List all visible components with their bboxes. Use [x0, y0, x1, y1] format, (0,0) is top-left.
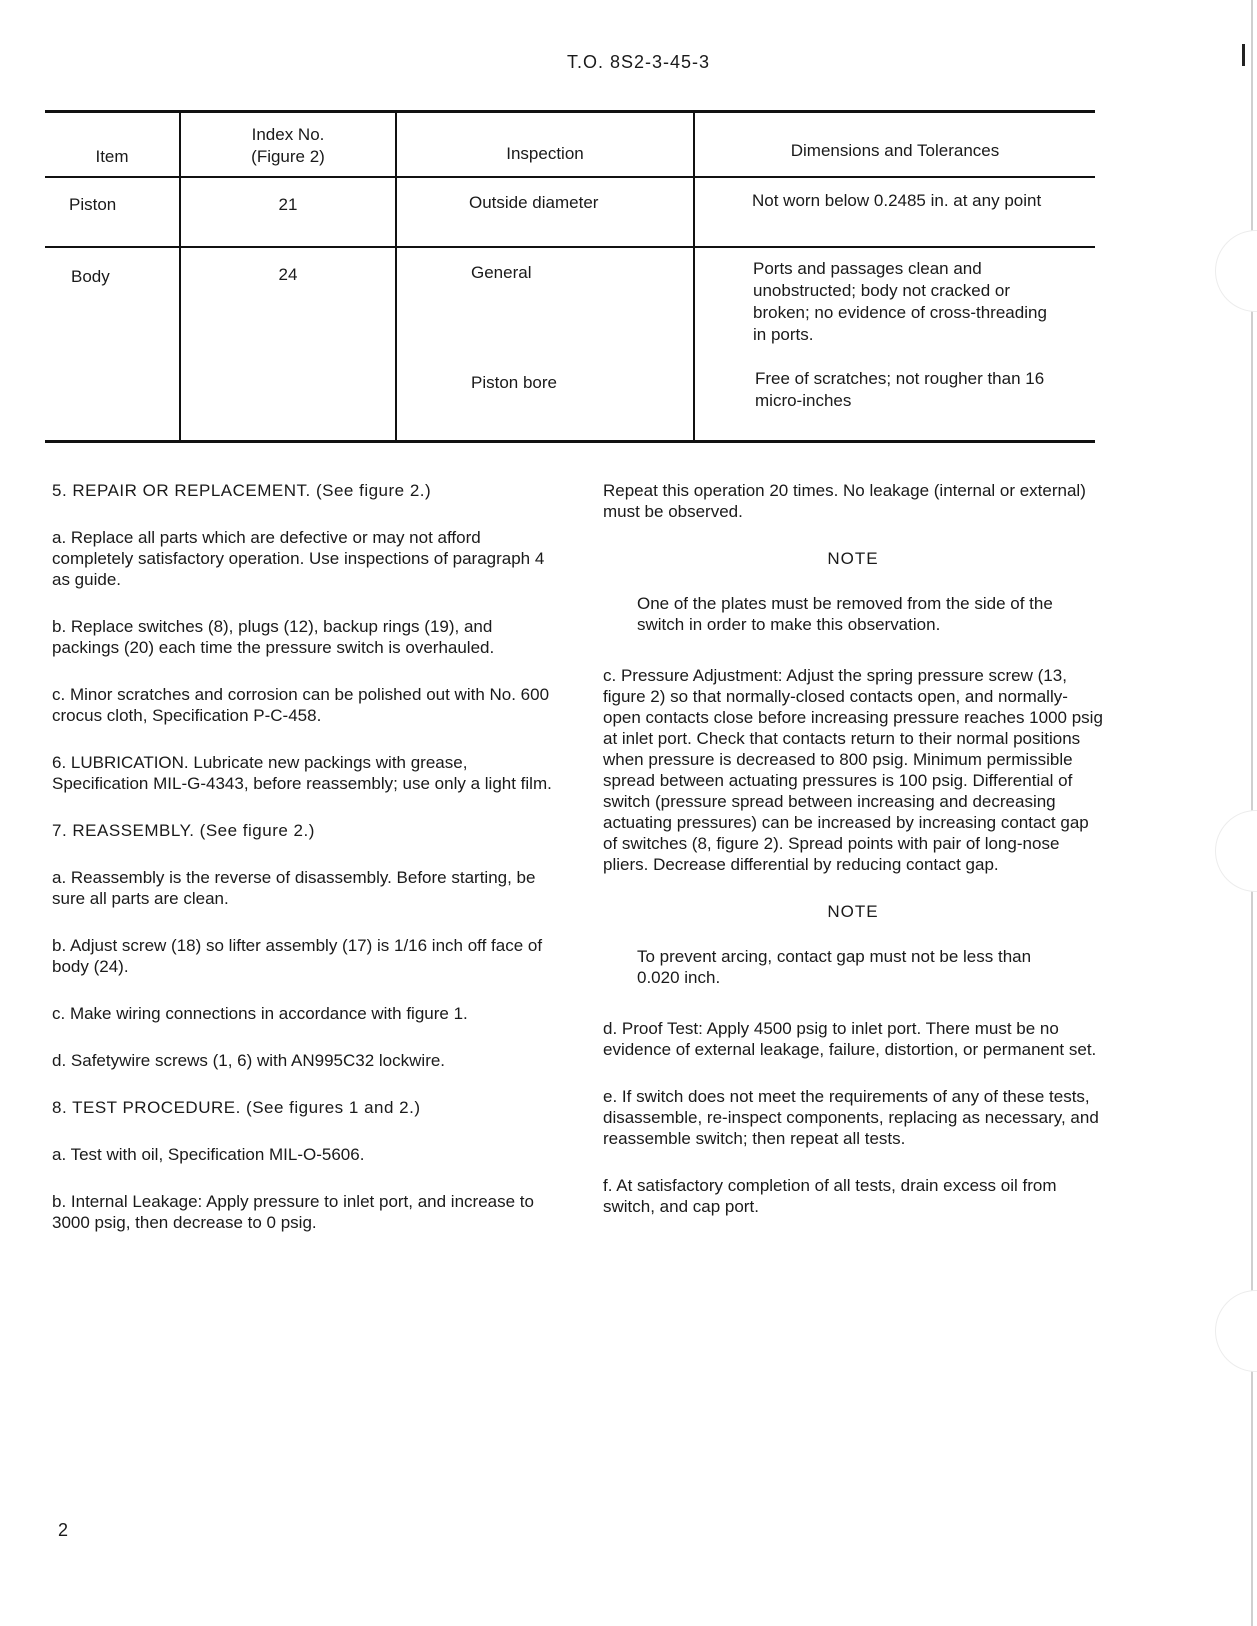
document-id: T.O. 8S2-3-45-3 — [566, 52, 711, 72]
section-8-c: c. Pressure Adjustment: Adjust the spring pressure screw (13, figure 2) so that normally-closed contacts open, and normally-open contacts close before increasing pressure reaches 1000 psig at inlet port. Check that contacts return to their normal positions when pressure is decreased to 800 psig. Minimum permissible spread between actuating pressures is 100 psig. Differential of switch (pressure spread between increasing and decreasing actuating pressures) can be increased by increasing contact gap of switches (8, figure 2). Spread points with pair of long-nose pliers. Decrease differential by reducing contact gap. — [603, 666, 1103, 874]
section-8-e: e. If switch does not meet the requirements of any of these tests, disassemble, re-inspect components, replacing as necessary, and reassemble switch; then repeat all tests. — [603, 1087, 1099, 1148]
section-7-a: a. Reassembly is the reverse of disassembly. Before starting, be sure all parts are clean. — [52, 868, 536, 908]
section-7-heading: 7. REASSEMBLY. (See figure 2.) — [52, 821, 315, 840]
section-8-heading: 8. TEST PROCEDURE. (See figures 1 and 2.) — [52, 1098, 421, 1117]
section-5-heading: 5. REPAIR OR REPLACEMENT. (See figure 2.) — [52, 481, 432, 500]
page-number: 2 — [58, 1520, 69, 1540]
punch-hole-top — [1215, 230, 1257, 312]
section-8-b: b. Internal Leakage: Apply pressure to inlet port, and increase to 3000 psig, then decrease to 0 psig. — [52, 1192, 534, 1232]
punch-hole-bottom — [1215, 1290, 1257, 1372]
row2-index: 24 — [278, 265, 298, 284]
note-2-title: NOTE — [827, 902, 879, 921]
punch-hole-middle — [1215, 810, 1257, 892]
note-1-body: One of the plates must be removed from the side of the switch in order to make this observation. — [637, 594, 1053, 634]
table-row-rule — [45, 246, 1095, 248]
section-5-b: b. Replace switches (8), plugs (12), backup rings (19), and packings (20) each time the pressure switch is overhauled. — [52, 617, 495, 657]
row1-item: Piston — [69, 195, 117, 214]
column-header-index — [181, 124, 395, 168]
right-column — [603, 480, 1103, 1243]
column-header-inspection: Inspection — [506, 144, 584, 163]
section-8-b-continued: Repeat this operation 20 times. No leakage (internal or external) must be observed. — [603, 481, 1086, 521]
column-header-tolerances: Dimensions and Tolerances — [790, 141, 1000, 160]
section-5-c: c. Minor scratches and corrosion can be polished out with No. 600 crocus cloth, Specification P-C-458. — [52, 685, 550, 725]
note-2-body: To prevent arcing, contact gap must not be less than 0.020 inch. — [637, 947, 1032, 987]
row2-item: Body — [71, 267, 110, 286]
column-header-item: Item — [95, 147, 129, 166]
section-6: 6. LUBRICATION. Lubricate new packings with grease, Specification MIL-G-4343, before reassembly; use only a light film. — [52, 753, 552, 793]
section-8-f: f. At satisfactory completion of all tests, drain excess oil from switch, and cap port. — [603, 1176, 1057, 1216]
row3-tolerance: Free of scratches; not rougher than 16 micro-inches — [755, 369, 1045, 410]
column-header-index-line2: (Figure 2) — [251, 147, 325, 166]
note-1-title: NOTE — [827, 549, 879, 568]
left-column — [52, 480, 552, 1259]
table-top-rule — [45, 110, 1095, 113]
section-8-a: a. Test with oil, Specification MIL-O-5606. — [52, 1145, 365, 1164]
section-7-c: c. Make wiring connections in accordance with figure 1. — [52, 1004, 468, 1023]
row1-inspection: Outside diameter — [469, 193, 599, 212]
column-header-index-line1: Index No. — [251, 125, 325, 144]
row2-inspection: General — [471, 263, 532, 282]
section-8-d: d. Proof Test: Apply 4500 psig to inlet port. There must be no evidence of external leakage, failure, distortion, or permanent set. — [603, 1019, 1097, 1059]
row3-inspection: Piston bore — [471, 373, 557, 392]
section-7-b: b. Adjust screw (18) so lifter assembly (17) is 1/16 inch off face of body (24). — [52, 936, 543, 976]
table-header-rule — [45, 176, 1095, 178]
row1-tolerance: Not worn below 0.2485 in. at any point — [752, 191, 1042, 210]
row1-index: 21 — [278, 195, 298, 214]
row2-tolerance: Ports and passages clean and unobstructed; body not cracked or broken; no evidence of cross-threading in ports. — [753, 259, 1047, 344]
section-7-d: d. Safetywire screws (1, 6) with AN995C32 lockwire. — [52, 1051, 446, 1070]
section-5-a: a. Replace all parts which are defective or may not afford completely satisfactory operation. Use inspections of paragraph 4 as guide. — [52, 528, 545, 589]
table-bottom-rule — [45, 440, 1095, 443]
